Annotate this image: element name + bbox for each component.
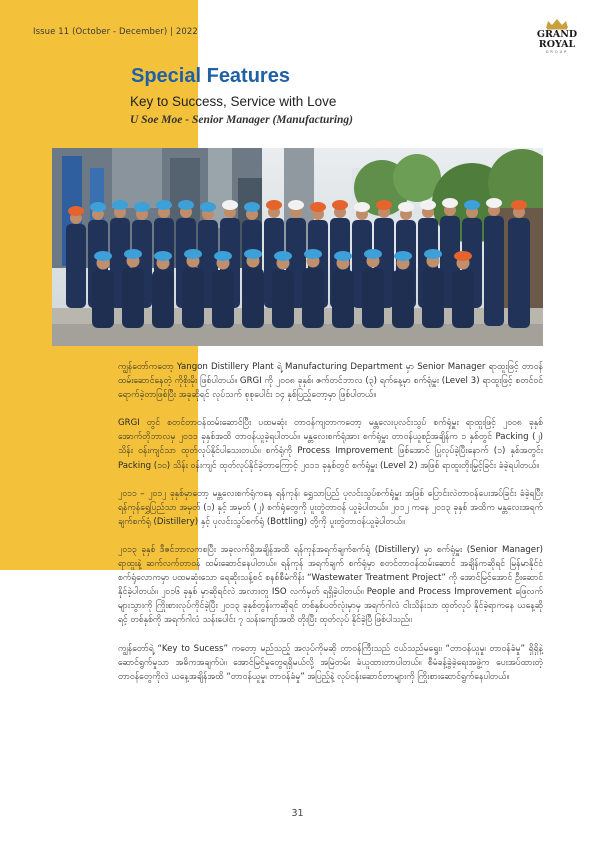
title-accent-rule (123, 70, 125, 88)
logo-text-grand: GRAND (536, 29, 578, 40)
article-body (118, 360, 543, 698)
group-photo-illustration (52, 148, 543, 346)
article-title: Key to Success, Service with Love (130, 94, 337, 109)
body-paragraph-4: ၂၀၁၃ ခုနှစ် ဒီဇင်ဘာလကစပြီး အခုလက်ရှိအချိန်အထိ ရန်ကုန်အရက်ချက်စက်ရုံ (Distillery) မှာ စက်ရုံမှူး (Senior Manager) ရာထူးနဲ့ ဆက်လက်တာဝန် ထမ်းဆောင်နေပါတယ်။ ရန်ကုန် အရက်ချက် စက်ရုံမှာ စတင်တာဝန်ထမ်းဆောင် အချိန်ကဆိုရင် မြန်မာနိုင်ငံစက်ရုံလောကမှာ ပထမဆုံးသော ရေဆိုးသန့်စင် စနစ်စီမံကိန်း “Wastewater Treatment Project” ကို အောင်မြင်အောင် ဦးဆောင်နိုင်ခဲ့ပါတယ်။ ၂၀၁၆ ခုနှစ် မှာဆိုရင်လဲ အလားတူ ISO လက်မှတ် ရရှိခဲ့ပါတယ်။ People and Process Improvement ဖြေလက်များသွားကို ကြိုးစားလုပ်ကိုင်ခဲ့ပြီး ၂၀၁၃ ခုနှစ်တွန်းကဆိုရင် တစ်နှစ်ပတ်လုံးမှာမှ အရက်ဂါလံ ငါးသိန်းသာ ထုတ်လုပ် နိုင်ခဲ့ရာကနေ ယနေ့ဆိုရင့် တစ်နှစ်ကို အရက်ဂါလံ သန်းပေါင်း ၇ သန်းကျော်အထိ တိုးပြီး ထုတ်လုပ် နိုင်ခဲ့ပြီ ဖြစ်ပါသည်။ (118, 544, 543, 626)
group-photo (52, 148, 543, 346)
issue-label: Issue 11 (October - December) | 2022 (33, 27, 198, 37)
body-paragraph-1: ကျွန်တော်ကတော့ Yangon Distillery Plant ရဲ့ Manufacturing Department မှာ Senior Manager ရာထူးဖြင့် တာဝန်ထမ်းဆောင်နေတဲ့ ကိုစိုးမိုး ဖြစ်ပါတယ်။ GRGI ကို ၂၀၀၈ ခုနှစ်၊ ဇက်တင်ဘာလ (၃) ရက်နေ့မှာ စက်ရုံမှူး (Level 3) ရာထူးဖြင့် စတင်ဝင်ရောက်ခဲ့တာဖြစ်ပြီး အခုဆိုရင် လုပ်သက် စုစုပေါင်း ၁၄ နှစ်ပြည့်တော့မှာ ဖြစ်ပါတယ်။ (118, 362, 543, 401)
section-title: Special Features (131, 65, 290, 87)
logo-text-group: GROUP (545, 50, 569, 54)
grand-royal-logo (531, 18, 583, 55)
article-byline: U Soe Moe - Senior Manager (Manufacturing) (130, 114, 353, 126)
body-paragraph-5: ကျွန်တော်ရဲ့ “Key to Sucess” ကတော့ မည်သည့် အလုပ်ကိုမဆို တာဝန်ကြီးသည် ငယ်သည်မရွေး၊ “တာဝန်ယူမှု၊ တာဝန်ခံမှု” ရှိရှိနဲ့ ဆောင်ရွက်မှုသာ အဓိကအချက်ပဲ။ အောင်မြင်မှုတွေရရှိမယ်လို့ အမြဲတမ်း ခံယူထားတာပါတယ်။ စီမံခန့်ခွဲခဲ့ရေးအဖွဲ့က ပေးအပ်ထားတဲ့ တာဝန်တွေကိုလဲ ယနေ့အချိန်အထိ “တာဝန်ယူမှု၊ တာဝန်ခံမှု” အပြည့်နဲ့ လုပ်ငန်းဆောင်တာများကို ကြိုးစားဆောင်ရွက်နေပါတယ်။ (118, 643, 543, 682)
body-paragraph-2: GRGI တွင် စတင်တာဝန်ထမ်းဆောင်ပြီး ပထမဆုံး တာဝန်ကျတာကတော့ မန္တလေးပုလင်းသွပ် စက်ရုံမှူး ရာထူးဖြင့် ၂၀၀၈ ခုနှစ် အောက်တိုဘာလမှ ၂၀၁၁ ခုနှစ်အထိ တာဝန်ယူခဲ့ရပါတယ်။ မန္တလေးစက်ရုံအား စက်ရုံမှူး တာဝန်ယူစဉ်အချိန်က ၁ နှစ်တွင် Packing (၂) သိန်း ဝန်းကျင်သာ ထုတ်လုပ်နိုင်ပါသေးတယ်။ စက်ရုံကို Process Improvement ဖြစ်အောင် ပြုလုပ်ခဲ့ပြီးနောက် (၁) နှစ်အတွင်း Packing (၁၀) သိန်း ဝန်းကျင် ထုတ်လုပ်နိုင်ခဲ့တာကြောင့် ၂၀၁၁ ခုနှစ်တွင် စက်ရုံမှူး (Level 2) အဖြစ် ရာထူးတိုးမြှင့်ခြင်း ခံခဲ့ရပါတယ်။ (118, 418, 543, 471)
logo-text-royal: ROYAL (538, 39, 576, 50)
body-paragraph-3: ၂၀၁၁ – ၂၀၁၂ ခုနှစ်မှာတော့ မန္တလေးစက်ရုံကနေ ရန်ကုန်၊ ရွှေသာပြည် ပုလင်းသွပ်စက်ရုံမှူး အဖြစ် ပြောင်းလဲတာဝန်ပေးအပ်ခြင်း ခံခဲ့ရပြီး ရန်ကုန်ရွှေပြည်သာ အမှတ် (၁) နှင့် အမှတ် (၂) စက်ရုံတွေကို ပူးတွဲတာဝန် ယူခဲ့ပါတယ်။ ၂၀၁၂ ကနေ ၂၀၁၃ ခုနှစ် အထိက မန္တလေးအရက်ချက်စက်ရုံ (Distillery) နှင့် ပုလင်းသွပ်စက်ရုံ (Bottling) တို့ကို ပူးတွဲတာဝန်ယူခဲ့ပါတယ်။ (118, 488, 543, 527)
page-number: 31 (291, 808, 304, 819)
